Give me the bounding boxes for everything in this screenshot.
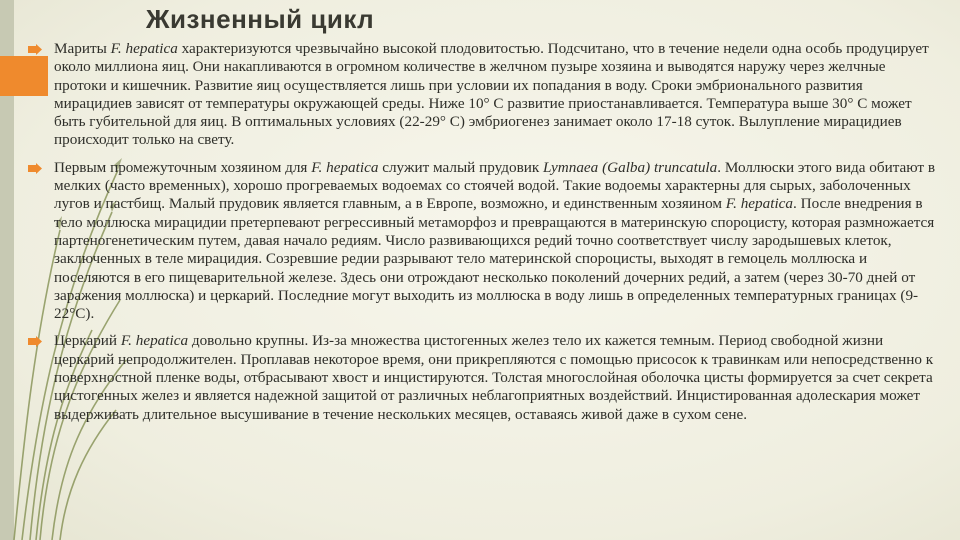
bullet-paragraph <box>28 40 938 150</box>
paragraph-text: Церкарий <box>54 332 121 350</box>
italic-term: F. hepatica <box>311 158 379 176</box>
italic-term: Lymnaea (Galba) truncatula <box>543 158 718 176</box>
paragraph-text: служит малый прудовик <box>378 158 544 176</box>
paragraph-text: Первым промежуточным хозяином для <box>54 158 312 176</box>
slide-body <box>28 40 938 433</box>
italic-term: F. hepatica <box>120 332 189 350</box>
slide-title: Жизненный цикл <box>146 4 375 34</box>
paragraph-text: . Моллюски этого вида обитают в мелких (часто временных), хорошо прогреваемых водоемах со стоячей водой. Такие водоемы характерны для сырых, заболоченных лугов и пастбищ. Малый прудовик является главным, а в Европе, возможно, и единственным хозяином <box>54 158 936 213</box>
arrow-bullet-icon <box>28 336 42 347</box>
bullet-paragraph <box>28 159 938 324</box>
bullet-paragraph <box>28 332 938 423</box>
paragraph-text: довольно крупны. Из-за множества цистогенных желез тело их кажется темным. Период свободной жизни церкарий непродолжителен. Проплавав некоторое время, они прикрепляются с помощью присосок к травинкам или непосредственно к поверхностной пленке воды, отбрасывают хвост и инцистируются. Толстая многослойная оболочка цисты формируется за счет секрета цистогенных желез и является надежной защитой от различных неблагоприятных воздействий. Инцистированная адолескария может выдерживать длительное высушивание в течение нескольких месяцев, оставаясь живой даже в сухом сене. <box>54 332 934 423</box>
italic-term: F. hepatica <box>725 195 794 213</box>
paragraph-text: Мариты <box>54 40 111 57</box>
arrow-bullet-icon <box>28 163 42 174</box>
arrow-bullet-icon <box>28 44 42 55</box>
italic-term: F. hepatica <box>110 40 178 57</box>
paragraph-text: характеризуются чрезвычайно высокой плодовитостью. Подсчитано, что в течение недели одна особь продуцирует около миллиона яиц. Они накапливаются в огромном количестве в желчном пузыре хозяина и выводятся наружу через желчные протоки и кишечник. Развитие яиц осуществляется лишь при условии их попадания в воду. Сроки эмбрионального развития мирацидиев зависят от температуры окружающей среды. Ниже 10° С развитие приостанавливается. Температура выше 30° С может быть губительной для яиц. В оптимальных условиях (22-29° С) эмбриогенез занимает около 17-18 суток. Вылупление мирацидиев происходит только на свету. <box>54 40 929 149</box>
paragraph-text: . После внедрения в тело моллюска мирацидии претерпевают регрессивный метаморфоз и превращаются в материнскую спороцисту, которая размножается партеногенетическим путем, давая начало редиям. Число развивающихся редий точно соответствует числу зародышевых клеток, заключенных в теле мирацидия. Созревшие редии разрывают тело материнской спороцисты, выходят в гемоцель моллюска и поселяются в его пищеварительной железе. Здесь они отрождают несколько поколений дочерних редий, а затем (через 30-70 дней от заражения моллюска) и церкарий. Последние могут выходить из моллюска в воду лишь в определенных температурных границах (9-22°С). <box>54 195 935 323</box>
